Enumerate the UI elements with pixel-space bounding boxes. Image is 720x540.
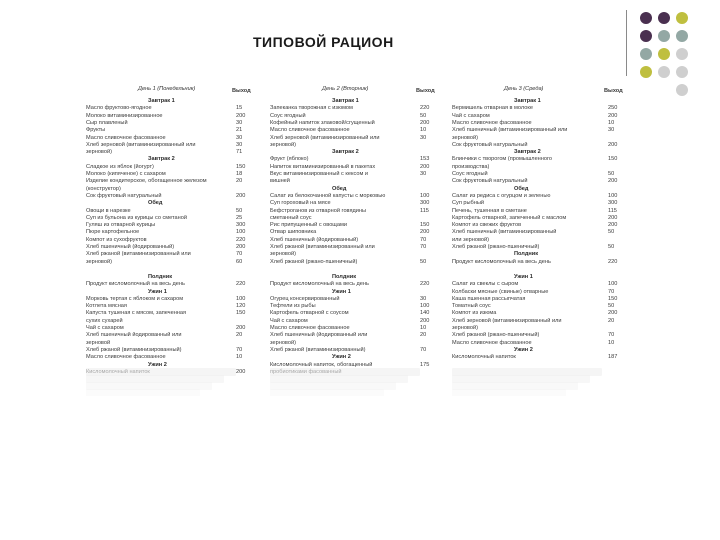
dish-name: Масло сливочное фасованное [86, 134, 166, 141]
dish-yield: 20 [236, 332, 243, 339]
dish-yield: 250 [608, 105, 618, 112]
dish-name: Фрукты [86, 127, 106, 134]
dish-name: сухих сухарей [86, 317, 123, 324]
dish-yield: 50 [236, 207, 243, 214]
dish-yield: 100 [608, 192, 618, 199]
dish-name: Хлеб пшеничный (йодированный) [86, 244, 175, 250]
dish-name: зерновой) [270, 141, 296, 148]
dish-yield: 200 [236, 112, 246, 119]
dish-yield: 70 [236, 346, 243, 353]
dish-yield: 30 [420, 134, 427, 141]
dish-yield: 20 [608, 317, 615, 324]
dish-name: Салат из белокочанной капусты с морковью [270, 192, 386, 199]
faded-row [452, 389, 566, 396]
dish-name: Картофель отварной с соусом [270, 310, 349, 317]
dish-name: Сок фруктовый натуральный [452, 178, 528, 185]
meal-heading: Завтрак 1 [332, 98, 359, 104]
dish-yield: 200 [420, 119, 430, 126]
dish-yield: 25 [236, 214, 243, 221]
decor-dot [640, 66, 652, 78]
dish-yield: 220 [236, 236, 246, 243]
dish-name: Салат из редиса с огурцом и зеленью [452, 192, 551, 199]
dish-yield: 30 [236, 134, 243, 141]
dish-name: Компот из свежих фруктов [452, 222, 522, 229]
meal-heading: Полдник [514, 251, 539, 258]
meal-heading: Завтрак 2 [514, 149, 541, 156]
dish-yield: 220 [420, 105, 430, 112]
dish-yield: 200 [608, 214, 618, 221]
dish-name: Чай с сахаром [270, 317, 308, 324]
meal-heading: Ужин 1 [148, 288, 167, 295]
dish-name: Хлеб ржаной (витаминизированный) [270, 346, 366, 353]
dish-yield: 150 [420, 222, 430, 229]
decor-dot [640, 30, 652, 42]
dish-yield: 21 [236, 127, 243, 134]
dish-yield: 200 [236, 192, 246, 199]
dish-name: Рис припущенный с овощами [270, 222, 347, 229]
dish-yield: 115 [608, 207, 617, 214]
dish-name: Котлета мясная [86, 303, 127, 310]
dish-name: Морковь тертая с яблоком и сахаром [86, 295, 184, 302]
page-title: ТИПОВОЙ РАЦИОН [253, 34, 394, 50]
day-label: День 2 (Вторник) [322, 86, 369, 92]
dish-name: Суп гороховый на мясе [270, 200, 331, 207]
dish-yield: 20 [236, 178, 243, 185]
dish-name: Соус ягодный [452, 171, 488, 177]
dish-name: Чай с сахаром [86, 325, 124, 331]
dish-name: Вкус витаминизированный с кексом и [270, 171, 369, 177]
dish-name: Хлеб ржаной (витаминизированный или [270, 244, 375, 250]
dish-yield: 10 [420, 127, 427, 134]
dish-name: производства) [452, 163, 490, 170]
meal-heading: Ужин 2 [148, 361, 167, 368]
yield-header: Выход [604, 88, 623, 94]
dish-name: Тефтели из рыбы [270, 303, 316, 310]
dish-name: Продукт кисломолочный на весь день [452, 258, 551, 265]
dish-name: Продукт кисломолочный на весь день [270, 281, 369, 288]
dish-name: Фрукт (яблоко) [270, 156, 309, 163]
dish-yield: 200 [608, 222, 618, 229]
dish-yield: 200 [420, 163, 430, 170]
dish-name: Продукт кисломолочный на весь день [86, 281, 185, 288]
dish-yield: 150 [236, 163, 246, 170]
meal-heading: Обед [148, 200, 163, 207]
dish-yield: 153 [420, 156, 430, 163]
dish-yield: 30 [236, 141, 243, 148]
dish-yield: 10 [420, 325, 427, 331]
dish-name: Масло фруктово-ягодное [86, 105, 152, 112]
dish-name: Молоко (кипяченое) с сахаром [86, 171, 166, 177]
dish-name: Пюре картофельное [86, 229, 140, 236]
decor-dot [658, 66, 670, 78]
dish-yield: 20 [420, 332, 427, 339]
dish-yield: 200 [608, 112, 618, 119]
decor-dot [676, 66, 688, 78]
dish-name: Масло сливочное фасованное [452, 339, 532, 346]
dish-name: Хлеб зерновой (витаминизированный или [270, 134, 380, 141]
decor-dot [658, 30, 670, 42]
dish-yield: 220 [236, 281, 246, 288]
dish-yield: 18 [236, 171, 243, 177]
dish-yield: 100 [236, 295, 246, 302]
dish-yield: 70 [608, 288, 615, 295]
meal-heading: Завтрак 1 [148, 98, 175, 104]
decor-dot [676, 48, 688, 60]
dish-yield: 70 [236, 251, 243, 258]
dish-name: Гуляш из отварной курицы [86, 222, 156, 229]
dish-name: зерновой) [452, 134, 478, 141]
dish-yield: 150 [608, 295, 618, 302]
dish-name: Огурец консервированный [270, 295, 340, 302]
dish-name: Хлеб ржаной (ржано-пшеничный) [270, 258, 358, 265]
dish-name: Суп из бульона из курицы со сметаной [86, 214, 187, 221]
dish-yield: 100 [236, 229, 246, 236]
dish-yield: 220 [608, 258, 618, 265]
dish-yield: 70 [608, 332, 615, 339]
dish-name: Запеканка творожная с изюмом [270, 105, 353, 112]
dish-name: Капуста тушеная с мясом, запеченная [86, 310, 187, 317]
faded-row [86, 389, 200, 396]
dish-name: Томатный соус [452, 303, 491, 310]
dish-yield: 200 [420, 229, 430, 236]
dish-name: Суп рыбный [452, 200, 484, 207]
dish-yield: 30 [608, 127, 615, 134]
dish-name: Хлеб пшеничный (йодированный) [270, 236, 359, 243]
meal-heading: Ужин 2 [514, 346, 533, 353]
dish-name: Хлеб ржаной (витаминизированный или [86, 251, 191, 258]
dish-yield: 140 [420, 310, 430, 317]
dish-name: Соус ягодный [270, 112, 306, 119]
meal-heading: Ужин 1 [332, 288, 351, 295]
dish-name: Хлеб пшеничный йодированный или [86, 332, 182, 339]
dish-name: Хлеб зерновой (витаминизированный или [86, 141, 196, 148]
decor-dot [640, 12, 652, 24]
dish-yield: 300 [236, 222, 246, 229]
dish-name: Хлеб ржаной (витаминизированный) [86, 346, 182, 353]
dish-name: Хлеб пшеничный (витаминизированный [452, 229, 557, 236]
dish-name: зерновой) [270, 339, 296, 346]
dish-yield: 200 [608, 141, 618, 148]
meal-heading: Ужин 1 [514, 273, 533, 280]
dish-name: Хлеб пшеничный (йодированный или [270, 332, 368, 339]
dish-name: Масло сливочное фасованное [452, 119, 532, 126]
dish-name: Отвар шиповника [270, 229, 317, 236]
dish-yield: 200 [236, 368, 246, 375]
dish-yield: 187 [608, 354, 618, 361]
decor-vertical-line [626, 10, 627, 76]
dish-name: сметанный соус [270, 214, 312, 221]
dish-name: зерновой [86, 339, 111, 346]
dish-name: Картофель отварной, запеченный с маслом [452, 214, 567, 221]
dish-yield: 175 [420, 361, 430, 368]
yield-header: Выход [416, 88, 435, 94]
decor-dot [676, 12, 688, 24]
dish-yield: 100 [608, 281, 618, 288]
day-label: День 3 (Среда) [504, 86, 544, 92]
dish-name: Блинчики с творогом (промышленного [452, 156, 552, 163]
dish-name: зерновой) [86, 258, 112, 265]
dish-yield: 60 [236, 258, 243, 265]
day-label: День 1 (Понедельник) [138, 86, 196, 92]
meal-heading: Завтрак 2 [332, 149, 359, 156]
dish-name: или зерновой) [452, 236, 489, 243]
dish-yield: 50 [420, 112, 427, 119]
dish-yield: 30 [236, 119, 243, 126]
dish-yield: 70 [420, 244, 427, 250]
dish-name: Компот из изюма [452, 310, 497, 317]
dish-yield: 150 [236, 310, 246, 317]
dish-name: Масло сливочное фасованное [270, 127, 350, 134]
dish-name: Сыр плавленый [86, 119, 128, 126]
yield-header: Выход [232, 88, 251, 94]
meal-heading: Ужин 2 [332, 354, 351, 361]
decor-dot [658, 48, 670, 60]
dish-yield: 30 [420, 295, 427, 302]
faded-row [270, 389, 384, 396]
dish-name: Компот из сухофруктов [86, 236, 147, 243]
dish-yield: 220 [420, 281, 430, 288]
dish-name: Салат из свеклы с сыром [452, 281, 519, 288]
dish-name: Хлеб ржаной (ржано-пшеничный) [452, 332, 540, 339]
dish-yield: 30 [420, 171, 427, 177]
dish-yield: 200 [236, 325, 246, 331]
dish-yield: 200 [236, 244, 246, 250]
decor-dot [640, 48, 652, 60]
dish-yield: 70 [420, 236, 427, 243]
dish-yield: 50 [608, 171, 615, 177]
dish-name: Кисломолочный напиток [452, 354, 516, 361]
dish-name: Бефстроганов из отварной говядины [270, 207, 366, 214]
dish-name: Печень, тушенная в сметане [452, 207, 527, 214]
meal-heading: Полдник [332, 273, 357, 280]
dish-yield: 50 [420, 258, 427, 265]
dish-yield: 10 [236, 354, 243, 361]
dish-name: Хлеб ржаной (ржано-пшеничный) [452, 244, 540, 250]
dish-name: Чай с сахаром [452, 112, 490, 119]
dish-yield: 71 [236, 149, 243, 156]
meal-heading: Завтрак 1 [514, 98, 541, 104]
dish-name: Напиток витаминизированный в пакетах [270, 163, 376, 170]
meal-heading: Завтрак 2 [148, 156, 175, 163]
decor-dot [676, 30, 688, 42]
dish-yield: 115 [420, 207, 429, 214]
dish-name: Изделие кондитерское, обогащенное железом [86, 178, 207, 185]
dish-name: (конструктор) [86, 185, 121, 192]
dish-name: зерновой) [270, 251, 296, 258]
ration-document [86, 78, 634, 396]
dish-name: Сок фруктовый натуральный [452, 141, 528, 148]
dish-yield: 50 [608, 303, 615, 310]
dish-name: Хлеб пшеничный (витаминизированный или [452, 127, 568, 134]
dish-name: Каша пшенная рассыпчатая [452, 295, 526, 302]
decor-dot [676, 84, 688, 96]
dish-name: Колбаски мясные (свиные) отварные [452, 288, 549, 295]
dish-name: зерновой) [452, 325, 478, 331]
dish-yield: 10 [608, 119, 615, 126]
dish-yield: 100 [420, 303, 430, 310]
dish-name: Сладкое из яблок (йогурт) [86, 163, 154, 170]
dish-yield: 50 [608, 244, 615, 250]
meal-heading: Обед [514, 185, 529, 192]
dish-yield: 300 [420, 200, 430, 207]
meal-heading: Полдник [148, 273, 173, 280]
dish-name: зерновой) [86, 149, 112, 156]
dish-name: вишней [270, 178, 290, 185]
dish-yield: 70 [420, 346, 427, 353]
dish-name: Масло сливочное фасованное [86, 354, 166, 361]
dish-yield: 300 [608, 200, 618, 207]
meal-heading: Обед [332, 185, 347, 192]
dish-yield: 120 [236, 303, 246, 310]
dish-yield: 100 [420, 192, 430, 199]
dish-yield: 200 [420, 317, 430, 324]
dish-name: Кофейный напиток злаковой/сгущенный [270, 119, 375, 126]
dish-yield: 50 [608, 229, 615, 236]
dish-name: Молоко витаминизированное [86, 112, 163, 119]
decor-dot [658, 12, 670, 24]
dish-yield: 200 [608, 310, 618, 317]
dish-name: Хлеб зерновой (витаминизированный или [452, 317, 562, 324]
dish-name: Овощи в нарезке [86, 207, 131, 214]
dish-name: Кисломолочный напиток, обогащенный [270, 361, 373, 368]
dish-yield: 150 [608, 156, 618, 163]
dish-yield: 15 [236, 105, 243, 112]
dish-yield: 200 [608, 178, 618, 185]
dish-yield: 10 [608, 339, 615, 346]
dish-name: Вермишель отварная в молоке [452, 105, 533, 112]
dish-name: Сок фруктовый натуральный [86, 192, 162, 199]
dish-name: Масло сливочное фасованное [270, 325, 350, 331]
